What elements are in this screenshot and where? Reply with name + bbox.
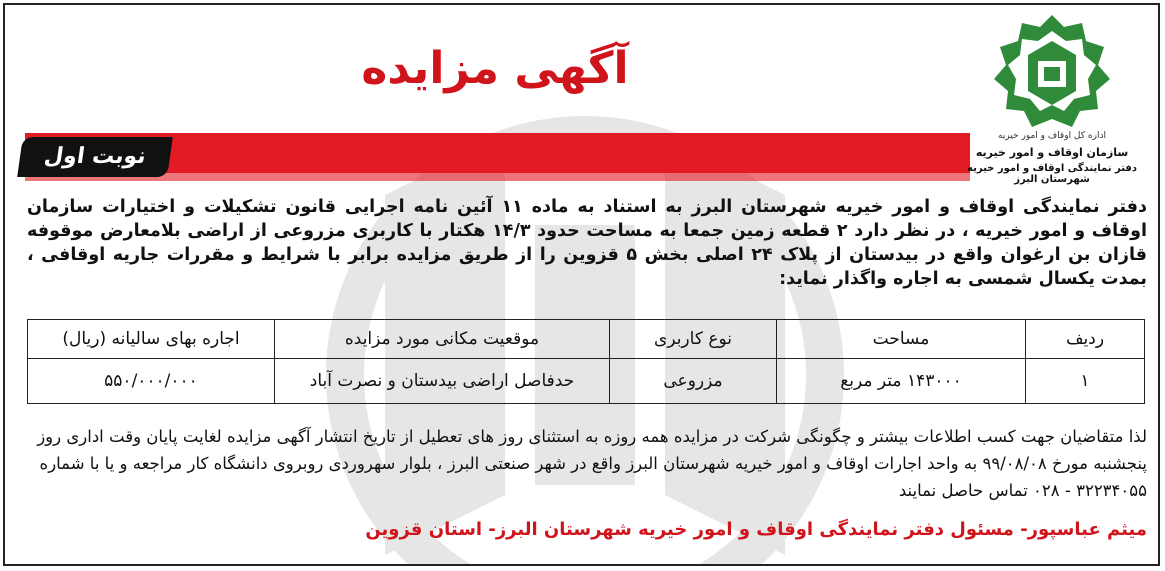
round-badge: نوبت اول (17, 137, 173, 177)
signature: میثم عباسپور- مسئول دفتر نمایندگی اوقاف و امور خیریه شهرستان البرز- استان قزوین (365, 519, 1147, 540)
table-row (28, 359, 1145, 404)
logo-caption-line2: سازمان اوقاف و امور خیریه (975, 146, 1129, 159)
title-red-band-shadow (25, 173, 970, 181)
logo-caption-line1: اداره کل اوقاف و امور خیریه (998, 131, 1106, 141)
awqaf-emblem-icon (992, 13, 1112, 131)
column-header-usage: نوع کاربری (610, 320, 777, 359)
announcement-paragraph: دفتر نمایندگی اوقاف و امور خیریه شهرستان البرز به استناد به ماده ۱۱ آئین نامه اجرایی قانون تشکیلات و اختیارات سازمان اوقاف و امور خیریه ، در نظر دارد ۲ قطعه زمین جمعا به مساحت حدود ۱۴/۳ هکتار با کاربری مزروعی از اراضی بلامعارض موقوفه قازان بن ارغوان واقع در بیدستان از پلاک ۲۴ اصلی بخش ۵ قزوین را از طریق مزایده برابر با شرایط و مقررات جاریه اوقافی ، بمدت یکسال شمسی به اجاره واگذار نماید: (27, 197, 1147, 289)
column-header-annual-rent: اجاره بهای سالیانه (ریال) (28, 320, 275, 359)
cell-annual-rent: ۵۵۰/۰۰۰/۰۰۰ (28, 359, 275, 404)
auction-table (27, 319, 1145, 404)
column-header-row-number: ردیف (1026, 320, 1145, 359)
cell-area: ۱۴۳۰۰۰ متر مربع (777, 359, 1026, 404)
cell-location: حدفاصل اراضی بیدستان و نصرت آباد (275, 359, 610, 404)
cell-usage: مزروعی (610, 359, 777, 404)
table-header-row (28, 320, 1145, 359)
organization-logo (962, 13, 1142, 185)
advertisement-frame (3, 3, 1160, 566)
cell-row-number: ۱ (1026, 359, 1145, 404)
page-title: آگهی مزایده (361, 43, 629, 94)
contact-paragraph: لذا متقاضیان جهت کسب اطلاعات بیشتر و چگونگی شرکت در مزایده همه روزه به استثنای روز های تعطیل از تاریخ انتشار آگهی مزایده لغایت پایان وقت اداری روز پنجشنبه مورخ ۹۹/۰۸/۰۸ به واحد اجارات اوقاف و امور خیریه شهرستان البرز واقع در شهر صنعتی البرز ، بلوار سهروردی روبروی دانشگاه کار مراجعه و یا با شماره ۳۲۲۳۴۰۵۵ - ۰۲۸ تماس حاصل نمایند (37, 427, 1147, 500)
column-header-area: مساحت (777, 320, 1026, 359)
logo-caption-line3: دفتر نمایندگی اوقاف و امور خیریه شهرستان البرز (967, 163, 1137, 185)
column-header-location: موقعیت مکانی مورد مزایده (275, 320, 610, 359)
